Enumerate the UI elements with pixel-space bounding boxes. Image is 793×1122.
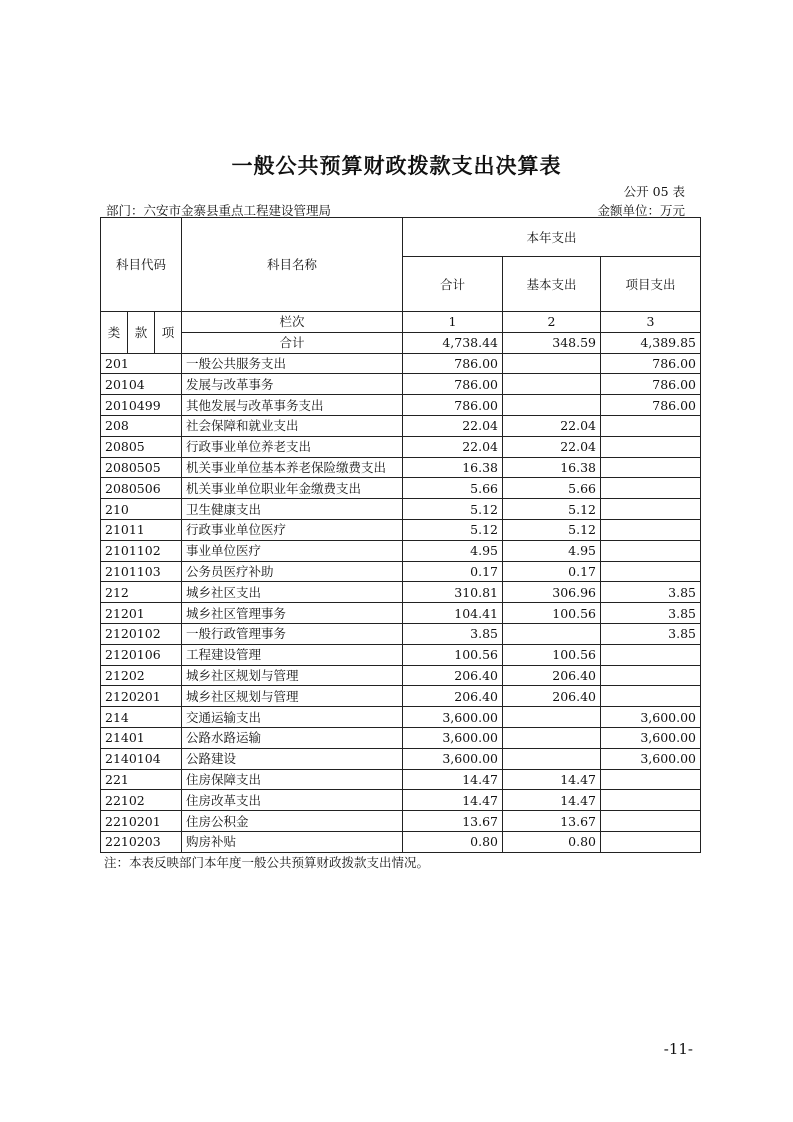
project-cell xyxy=(601,519,701,540)
table-row xyxy=(101,686,701,707)
table-row xyxy=(101,644,701,665)
project-cell: 786.00 xyxy=(601,353,701,374)
table-row xyxy=(101,831,701,852)
subject-name-cell: 公务员医疗补助 xyxy=(182,561,403,582)
project-cell: 3.85 xyxy=(601,603,701,624)
basic-cell: 206.40 xyxy=(503,665,601,686)
total-cell: 100.56 xyxy=(403,644,503,665)
project-cell: 3,600.00 xyxy=(601,727,701,748)
subject-code-cell: 2010499 xyxy=(101,395,182,416)
subject-code-cell: 212 xyxy=(101,582,182,603)
total-cell: 16.38 xyxy=(403,457,503,478)
total-cell: 786.00 xyxy=(403,374,503,395)
subject-name-cell: 卫生健康支出 xyxy=(182,499,403,520)
total-cell: 0.17 xyxy=(403,561,503,582)
total-cell: 3,600.00 xyxy=(403,707,503,728)
column-number-1: 1 xyxy=(403,312,503,333)
subject-name-cell: 城乡社区规划与管理 xyxy=(182,686,403,707)
page-number: -11- xyxy=(663,1040,693,1058)
project-cell xyxy=(601,499,701,520)
subject-code-cell: 2080506 xyxy=(101,478,182,499)
subject-name-cell: 公路建设 xyxy=(182,748,403,769)
table-row xyxy=(101,457,701,478)
total-cell: 786.00 xyxy=(403,353,503,374)
basic-cell xyxy=(503,623,601,644)
table-row xyxy=(101,665,701,686)
subject-name-cell: 机关事业单位基本养老保险缴费支出 xyxy=(182,457,403,478)
basic-cell: 5.12 xyxy=(503,519,601,540)
basic-cell xyxy=(503,707,601,728)
column-number-2: 2 xyxy=(503,312,601,333)
project-cell xyxy=(601,811,701,832)
total-cell: 104.41 xyxy=(403,603,503,624)
total-header: 合计 xyxy=(403,257,503,312)
basic-cell: 22.04 xyxy=(503,415,601,436)
table-row xyxy=(101,727,701,748)
table-row xyxy=(101,582,701,603)
basic-header: 基本支出 xyxy=(503,257,601,312)
expenditure-table xyxy=(100,217,701,853)
project-cell xyxy=(601,561,701,582)
subject-name-cell: 城乡社区规划与管理 xyxy=(182,665,403,686)
totals-basic: 348.59 xyxy=(503,332,601,353)
subject-code-cell: 2120102 xyxy=(101,623,182,644)
table-row xyxy=(101,790,701,811)
project-cell xyxy=(601,790,701,811)
total-cell: 3,600.00 xyxy=(403,748,503,769)
basic-cell: 14.47 xyxy=(503,790,601,811)
table-row xyxy=(101,811,701,832)
subject-name-cell: 行政事业单位养老支出 xyxy=(182,436,403,457)
table-row xyxy=(101,395,701,416)
subject-code-cell: 2120201 xyxy=(101,686,182,707)
project-cell xyxy=(601,457,701,478)
subject-name-cell: 城乡社区管理事务 xyxy=(182,603,403,624)
table-row xyxy=(101,353,701,374)
project-header: 项目支出 xyxy=(601,257,701,312)
basic-cell xyxy=(503,727,601,748)
table-row xyxy=(101,540,701,561)
subject-code-cell: 20805 xyxy=(101,436,182,457)
basic-cell: 100.56 xyxy=(503,644,601,665)
table-row xyxy=(101,519,701,540)
header-row-1 xyxy=(101,218,701,257)
totals-project: 4,389.85 xyxy=(601,332,701,353)
subject-code-cell: 201 xyxy=(101,353,182,374)
project-cell xyxy=(601,644,701,665)
table-row xyxy=(101,748,701,769)
project-cell: 786.00 xyxy=(601,374,701,395)
footnote: 注：本表反映部门本年度一般公共预算财政拨款支出情况。 xyxy=(104,855,430,870)
lei-header: 类 xyxy=(101,312,128,354)
project-cell: 3,600.00 xyxy=(601,707,701,728)
basic-cell: 206.40 xyxy=(503,686,601,707)
basic-cell xyxy=(503,353,601,374)
subject-code-cell: 21011 xyxy=(101,519,182,540)
subject-code-cell: 2101103 xyxy=(101,561,182,582)
subject-code-cell: 22102 xyxy=(101,790,182,811)
subject-code-cell: 2120106 xyxy=(101,644,182,665)
basic-cell: 5.12 xyxy=(503,499,601,520)
subject-name-cell: 其他发展与改革事务支出 xyxy=(182,395,403,416)
kuan-header: 款 xyxy=(128,312,155,354)
subject-code-cell: 2101102 xyxy=(101,540,182,561)
basic-cell: 5.66 xyxy=(503,478,601,499)
total-cell: 3.85 xyxy=(403,623,503,644)
project-cell: 3,600.00 xyxy=(601,748,701,769)
department-label: 部门：六安市金寨县重点工程建设管理局 xyxy=(106,203,332,218)
subject-code-cell: 214 xyxy=(101,707,182,728)
column-number-3: 3 xyxy=(601,312,701,333)
basic-cell: 14.47 xyxy=(503,769,601,790)
total-cell: 14.47 xyxy=(403,790,503,811)
project-cell xyxy=(601,540,701,561)
subject-name-cell: 住房改革支出 xyxy=(182,790,403,811)
subject-code-cell: 21201 xyxy=(101,603,182,624)
project-cell xyxy=(601,478,701,499)
subject-name-cell: 交通运输支出 xyxy=(182,707,403,728)
basic-cell: 13.67 xyxy=(503,811,601,832)
form-number: 公开 05 表 xyxy=(623,184,685,199)
basic-cell: 0.80 xyxy=(503,831,601,852)
basic-cell: 16.38 xyxy=(503,457,601,478)
total-cell: 206.40 xyxy=(403,686,503,707)
column-label: 栏次 xyxy=(182,312,403,333)
subject-code-cell: 208 xyxy=(101,415,182,436)
subject-code-cell: 2210203 xyxy=(101,831,182,852)
total-cell: 3,600.00 xyxy=(403,727,503,748)
totals-row xyxy=(101,332,701,353)
subject-name-cell: 公路水路运输 xyxy=(182,727,403,748)
table-row xyxy=(101,623,701,644)
xiang-header: 项 xyxy=(155,312,182,354)
subject-name-cell: 工程建设管理 xyxy=(182,644,403,665)
project-cell: 3.85 xyxy=(601,623,701,644)
subject-code-cell: 2210201 xyxy=(101,811,182,832)
project-cell xyxy=(601,686,701,707)
project-cell xyxy=(601,831,701,852)
totals-total: 4,738.44 xyxy=(403,332,503,353)
table-row xyxy=(101,436,701,457)
total-cell: 5.66 xyxy=(403,478,503,499)
total-cell: 310.81 xyxy=(403,582,503,603)
report-title: 一般公共预算财政拨款支出决算表 xyxy=(231,154,562,178)
total-cell: 13.67 xyxy=(403,811,503,832)
table-row xyxy=(101,707,701,728)
project-cell xyxy=(601,436,701,457)
table-row xyxy=(101,374,701,395)
table-row xyxy=(101,561,701,582)
table-row xyxy=(101,603,701,624)
table-row xyxy=(101,499,701,520)
subject-name-cell: 城乡社区支出 xyxy=(182,582,403,603)
current-year-header: 本年支出 xyxy=(403,218,701,257)
basic-cell xyxy=(503,748,601,769)
subject-name-header: 科目名称 xyxy=(182,218,403,312)
subject-code-cell: 210 xyxy=(101,499,182,520)
subject-name-cell: 住房公积金 xyxy=(182,811,403,832)
project-cell xyxy=(601,665,701,686)
subject-name-cell: 机关事业单位职业年金缴费支出 xyxy=(182,478,403,499)
column-number-row xyxy=(101,312,701,333)
total-cell: 5.12 xyxy=(403,519,503,540)
subject-code-cell: 20104 xyxy=(101,374,182,395)
basic-cell: 100.56 xyxy=(503,603,601,624)
total-cell: 206.40 xyxy=(403,665,503,686)
subject-code-cell: 2080505 xyxy=(101,457,182,478)
project-cell: 786.00 xyxy=(601,395,701,416)
subject-code-cell: 2140104 xyxy=(101,748,182,769)
total-cell: 4.95 xyxy=(403,540,503,561)
subject-name-cell: 一般行政管理事务 xyxy=(182,623,403,644)
subject-name-cell: 行政事业单位医疗 xyxy=(182,519,403,540)
subject-code-cell: 21401 xyxy=(101,727,182,748)
subject-name-cell: 社会保障和就业支出 xyxy=(182,415,403,436)
table-row xyxy=(101,415,701,436)
project-cell: 3.85 xyxy=(601,582,701,603)
basic-cell: 0.17 xyxy=(503,561,601,582)
total-cell: 786.00 xyxy=(403,395,503,416)
total-cell: 5.12 xyxy=(403,499,503,520)
subject-name-cell: 住房保障支出 xyxy=(182,769,403,790)
basic-cell: 4.95 xyxy=(503,540,601,561)
subject-name-cell: 购房补贴 xyxy=(182,831,403,852)
project-cell xyxy=(601,415,701,436)
total-cell: 22.04 xyxy=(403,415,503,436)
total-cell: 22.04 xyxy=(403,436,503,457)
basic-cell xyxy=(503,374,601,395)
basic-cell: 306.96 xyxy=(503,582,601,603)
subject-code-header: 科目代码 xyxy=(101,218,182,312)
amount-unit-label: 金额单位：万元 xyxy=(597,203,685,218)
total-cell: 14.47 xyxy=(403,769,503,790)
basic-cell xyxy=(503,395,601,416)
total-cell: 0.80 xyxy=(403,831,503,852)
subject-name-cell: 发展与改革事务 xyxy=(182,374,403,395)
subject-code-cell: 21202 xyxy=(101,665,182,686)
subject-name-cell: 事业单位医疗 xyxy=(182,540,403,561)
subject-name-cell: 一般公共服务支出 xyxy=(182,353,403,374)
subject-code-cell: 221 xyxy=(101,769,182,790)
table-row xyxy=(101,478,701,499)
totals-label: 合计 xyxy=(182,332,403,353)
project-cell xyxy=(601,769,701,790)
basic-cell: 22.04 xyxy=(503,436,601,457)
table-row xyxy=(101,769,701,790)
